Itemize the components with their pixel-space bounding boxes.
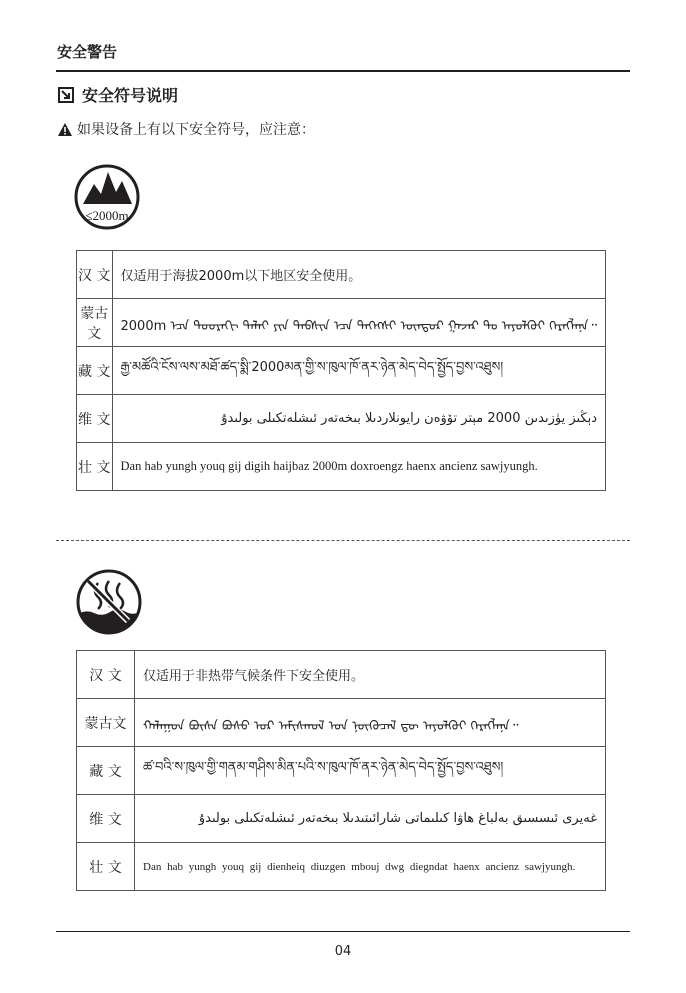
table-row — [77, 443, 606, 491]
page-header-title: 安全警告 — [57, 43, 118, 61]
table-row — [77, 747, 606, 795]
table-row — [77, 843, 606, 891]
section-divider — [56, 540, 630, 541]
row-text: Dan hab yungh youq gij digih haijbaz 2000m doxroengz haenx ancienz sawjyungh. — [112, 443, 605, 491]
row-text: 仅适用于非热带气候条件下安全使用。 — [135, 651, 606, 699]
row-label: 藏 文 — [77, 347, 113, 395]
row-label: 蒙古文 — [77, 299, 113, 347]
row-label: 维 文 — [77, 395, 113, 443]
row-text: 2000m ᠡᠴᠡ ᠳᠣᠣᠷᠠᠬᠢ ᠳᠠᠯᠠᠢ ᠶᠢᠨ ᠲᠡᠪᠰᠢᠨ ᠡᠴᠡ ᠳᠡᠭᠡᠭᠰᠢ ᠥᠨᠳᠥᠷ ᠭᠠᠵᠠᠷ ᠲᠤ ᠠᠶᠤᠯᠭᠦᠢ ᠬᠡᠷᠡᠭᠯᠡᠨᠡ᠃ — [112, 299, 605, 347]
row-text: 仅适用于海拔2000m以下地区安全使用。 — [112, 251, 605, 299]
table-row — [77, 347, 606, 395]
row-text: Dan hab yungh youq gij dienheiq diuzgen mbouj dwg diegndat haenx ancienz sawjyungh. — [135, 843, 606, 891]
page-number: 04 — [334, 944, 352, 959]
altitude-icon-text: ≤2000m — [85, 208, 129, 223]
row-label: 汉 文 — [77, 251, 113, 299]
table-row — [77, 251, 606, 299]
arrow-box-icon — [58, 87, 74, 103]
section-title: 安全符号说明 — [82, 86, 179, 105]
altitude-2000m-icon — [74, 164, 140, 230]
table-row — [77, 699, 606, 747]
row-text: རྒྱ་མཚོའི་ངོས་ལས་མཐོ་ཚད་སྨི་2000མན་གྱི་ས་ཁུལ་ཁོ་ནར་ཉེན་མེད་བེད་སྤྱོད་བྱས་འཐུས། — [112, 347, 605, 395]
row-label: 藏 文 — [77, 747, 135, 795]
row-label: 壮 文 — [77, 443, 113, 491]
table-row — [77, 395, 606, 443]
warning-triangle-icon — [58, 123, 72, 136]
warning-line — [58, 119, 315, 139]
row-label: 壮 文 — [77, 843, 135, 891]
symbol-table-climate — [76, 650, 606, 891]
non-tropical-climate-icon — [76, 569, 142, 635]
section-heading — [58, 83, 178, 106]
row-label: 蒙古文 — [77, 699, 135, 747]
symbol-table-altitude — [76, 250, 606, 491]
warning-text: 如果设备上有以下安全符号，应注意： — [77, 122, 315, 138]
table-row — [77, 299, 606, 347]
row-text: ཚ་བའི་ས་ཁུལ་གྱི་གནམ་གཤིས་མིན་པའི་ས་ཁུལ་ཁོ་ནར་ཉེན་མེད་བེད་སྤྱོད་བྱས་འཐུས། — [135, 747, 606, 795]
row-text: ᠬᠠᠯᠠᠭᠤᠨ ᠪᠦᠰᠡ ᠪᠤᠰᠤ ᠤᠷ ᠠᠮᠢᠰᠬᠤᠯ ᠤᠨ ᠨᠥᠬᠦᠴᠡᠯ ᠳᠦ ᠠᠶᠤᠯᠭᠦᠢ ᠬᠡᠷᠡᠭᠯᠡᠨᠡ᠃ — [135, 699, 606, 747]
row-label: 维 文 — [77, 795, 135, 843]
row-text: دېڭىز يۈزىدىن 2000 مېتر تۆۋەن رايونلاردىلا بىخەتەر ئىشلەتكىلى بولىدۇ — [112, 395, 605, 443]
header-divider — [56, 70, 630, 72]
row-text: غەيرى ئىسسىق بەلباغ ھاۋا كىلىماتى شارائىتىدىلا بىخەتەر ئىشلەتكىلى بولىدۇ — [135, 795, 606, 843]
footer-divider — [56, 931, 630, 932]
table-row — [77, 651, 606, 699]
row-label: 汉 文 — [77, 651, 135, 699]
table-row — [77, 795, 606, 843]
